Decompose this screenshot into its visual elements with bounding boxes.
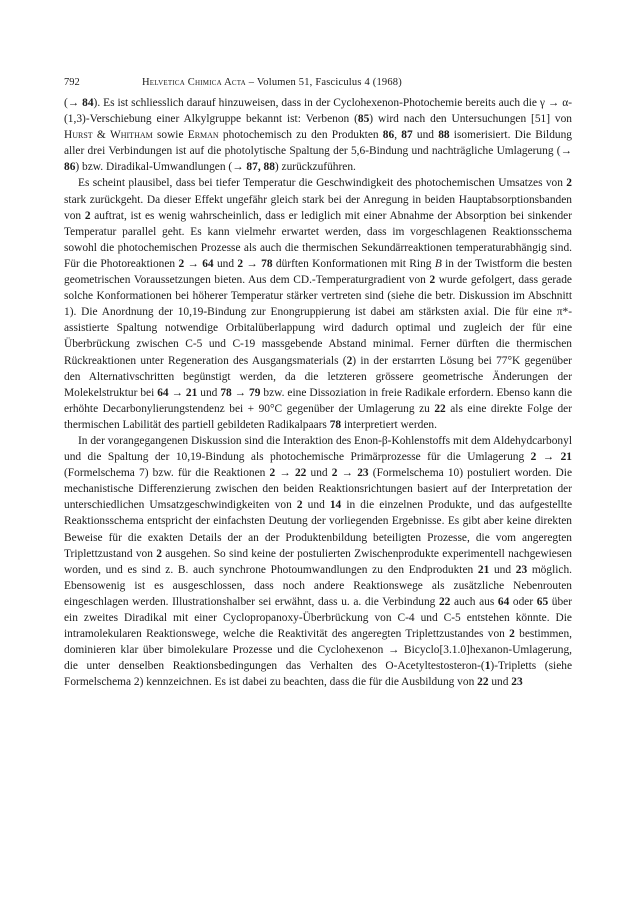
- compound-reference: 2 → 64: [178, 257, 214, 270]
- text-run: isomerisiert. Die Bildung aller drei Verbindungen ist auf die photolytische Spaltung der 5,6-Bindung und nachträgliche Umlagerung (: [64, 129, 573, 158]
- text-run: auch aus: [450, 595, 498, 608]
- compound-reference: 1: [484, 660, 491, 673]
- compound-reference: 78 → 79: [220, 386, 261, 399]
- text-run: und: [197, 386, 221, 399]
- text-run: und: [412, 129, 439, 142]
- page-number: 792: [64, 77, 80, 88]
- text-run: wurde gefolgert, dass gerade solche Konformationen bei höherer Temperatur stärker vertreten sind (siehe die betr. Diskussion im Abschnitt 1). Die Anordnung der 10,19-Bindung zur Enongruppierung ist dabei am stärksten axial. Die für eine π*-assistierte Spaltung notwendige Orbitalüberlappung wird dadurch optimal und zugleich der für eine Überbrückung zwischen C-5 und C-19 massgebende Abstand minimal. Ferner dürften die thermischen Rückreaktionen unter Regeneration des Ausgangsmaterials (: [64, 274, 572, 367]
- text-run: ). Es ist schliesslich darauf hinzuweisen, dass in der Cyclohexenon-Photochemie bereits auch die γ → α-(1,3)-Verschiebung einer Alkylgruppe bekannt ist: Verbenon (: [64, 97, 572, 126]
- text-run: oder: [509, 595, 537, 608]
- text-run: in der Twistform die besten geometrischen Voraussetzungen bieten. Aus dem CD.-Temperaturgradient von: [64, 257, 573, 287]
- compound-reference: 2: [84, 209, 91, 222]
- compound-reference: 85: [357, 113, 370, 126]
- compound-reference: 87: [401, 129, 413, 142]
- text-run: und: [306, 467, 332, 480]
- text-run: bestimmen, dominieren klar über bimolekulare Prozesse und die Cyclohexenon → Bicyclo[3.1.0]hexanon-Umlagerung, die unter denselben Reaktionsbedingungen das Verhalten des O-Acetyltestosteron-(: [64, 628, 572, 673]
- compound-reference: 23: [515, 563, 528, 576]
- text-run: ausgehen. So sind keine der postulierten Zwischenprodukte experimentell nachgewiesen worden, und es sind z. B. auch synchrone Photoumwandlungen zu den Endprodukten: [64, 547, 572, 576]
- running-title: [142, 76, 402, 90]
- text-run: bzw. eine Dissoziation in freie Radikale erfordern. Ebenso kann die erhöhte Decarbonylierungstendenz bei + 90°C gegenüber der Umlagerung zu: [64, 386, 573, 415]
- paragraph: [64, 95, 572, 175]
- author-name: Whitham: [109, 129, 153, 142]
- volume-info: – Volumen 51, Fasciculus 4 (1968): [245, 77, 402, 88]
- compound-reference: 2: [346, 354, 353, 367]
- text-run: (Formelschema 10) postuliert worden. Die mechanistische Differenzierung zwischen den beiden Reaktionsrichtungen basiert auf der Interpretation der unterschiedlichen Umsatzgeschwindigkeiten von: [64, 467, 573, 512]
- text-run: In der vorangegangenen Diskussion sind die Interaktion des Enon-β-Kohlenstoffs mit dem Aldehydcarbonyl und die Spaltung der 10,19-Bindung als photochemische Primärprozesse für die Umlagerung: [64, 434, 572, 464]
- compound-reference: → 84: [67, 97, 94, 109]
- compound-reference: 2: [509, 628, 515, 641]
- text-run: auftrat, ist es wenig wahrscheinlich, dass er lediglich mit einer Abnahme der Absorption bei sinkender Temperatur parallel geht. Es kann vielmehr erwartet werden, dass im vorgeschlagenen Reaktionsschema sowohl die photochemischen Prozesse als auch die thermischen Sekundärreaktionen temperaturabhängig sind. Für die Photoreaktionen: [64, 209, 572, 270]
- compound-reference: → 86: [64, 145, 572, 174]
- compound-reference: 2 → 23: [331, 467, 369, 480]
- text-run: Es scheint plausibel, dass bei tiefer Temperatur die Geschwindigkeit des photochemischen Umsatzes von: [78, 177, 567, 190]
- running-header: [64, 76, 572, 90]
- compound-reference: 2: [156, 547, 162, 560]
- compound-reference: 64 → 21: [157, 386, 198, 399]
- text-run: in die einzelnen Produkte, und das aufgestellte Reaktionsschema entspricht der einfachsten Deutung der vorliegenden Ergebnisse. Es gibt aber keine direkten Beweise für die exakten Details der an der Produktenbildung beteiligten Prozesse, die vom angeregten Triplettzustand von: [64, 499, 573, 560]
- compound-reference: 78: [329, 418, 342, 431]
- text-run: dürften Konformationen mit Ring: [272, 257, 435, 270]
- text-run: und: [489, 563, 516, 576]
- author-name: Erman: [187, 129, 219, 142]
- compound-reference: 65: [536, 595, 549, 608]
- text-run: möglich. Ebensowenig ist es ausgeschlossen, dass noch andere Reaktionswege als zusätzliche Nebenrouten eingeschlagen werden. Illustrationshalber sei erwähnt, dass u. a. die Verbindung: [64, 563, 572, 608]
- text-run: ,: [394, 129, 402, 142]
- compound-reference: 22: [438, 595, 451, 608]
- text-run: stark zurückgeht. Da dieser Effekt ungefähr gleich stark bei der Anregung in beiden Hauptabsorptionsbanden von: [64, 193, 572, 222]
- compound-reference: 2: [429, 274, 436, 287]
- text-run: und: [488, 676, 512, 689]
- text-run: als eine direkte Folge der thermischen Labilität des partiell gebildeten Radikalpaars: [64, 402, 572, 431]
- text-run: über ein zweites Diradikal mit einer Cyclopropanoxy-Überbrückung von C-4 und C-5 entstehen könnte. Die intramolekularen Reaktionswege, welche die Reaktivität des angeregten Triplettzustandes von: [64, 595, 573, 641]
- text-run: und: [302, 499, 330, 512]
- text-run: photochemisch zu den Produkten: [218, 129, 383, 142]
- body-text: [64, 95, 572, 690]
- compound-reference: 88: [438, 129, 450, 142]
- paragraph: [64, 175, 572, 433]
- text-run: &: [92, 129, 110, 142]
- text-run: sowie: [152, 129, 188, 142]
- author-name: Hurst: [64, 129, 93, 142]
- italic-text: B: [434, 257, 442, 270]
- journal-name: Helvetica Chimica Acta: [142, 77, 246, 88]
- compound-reference: 2 → 78: [237, 257, 273, 270]
- text-run: ) wird nach den Untersuchungen [51] von: [369, 113, 572, 126]
- compound-reference: 14: [329, 499, 342, 512]
- text-run: ) in der erstarrten Lösung bei 77°K gegenüber den Alternativschritten begünstigt werden, da die letzteren grössere geometrische Änderungen der Molekelstruktur bei: [64, 354, 572, 399]
- text-run: (Formelschema 7) bzw. für die Reaktionen: [64, 467, 270, 480]
- compound-reference: 2 → 22: [269, 467, 307, 480]
- compound-reference: 22: [434, 402, 446, 415]
- compound-reference: 86: [382, 129, 395, 142]
- compound-reference: 23: [511, 676, 523, 689]
- paragraph: [64, 433, 572, 691]
- compound-reference: 2 → 21: [530, 451, 572, 464]
- compound-reference: 64: [497, 595, 510, 608]
- text-run: )-Tripletts (siehe Formelschema 2) kennzeichnen. Es ist dabei zu beachten, dass die für die Ausbildung von: [64, 660, 572, 689]
- text-run: und: [213, 257, 238, 270]
- compound-reference: 22: [477, 676, 489, 689]
- text-run: ) bzw. Diradikal-Umwandlungen (: [75, 161, 233, 174]
- compound-reference: 21: [477, 563, 490, 576]
- text-run: ) zurückzuführen.: [274, 161, 356, 174]
- text-run: interpretiert werden.: [341, 418, 437, 431]
- compound-reference: 2: [296, 499, 303, 512]
- compound-reference: 2: [566, 177, 572, 190]
- compound-reference: → 87, 88: [232, 161, 275, 174]
- text-run: (: [64, 97, 68, 109]
